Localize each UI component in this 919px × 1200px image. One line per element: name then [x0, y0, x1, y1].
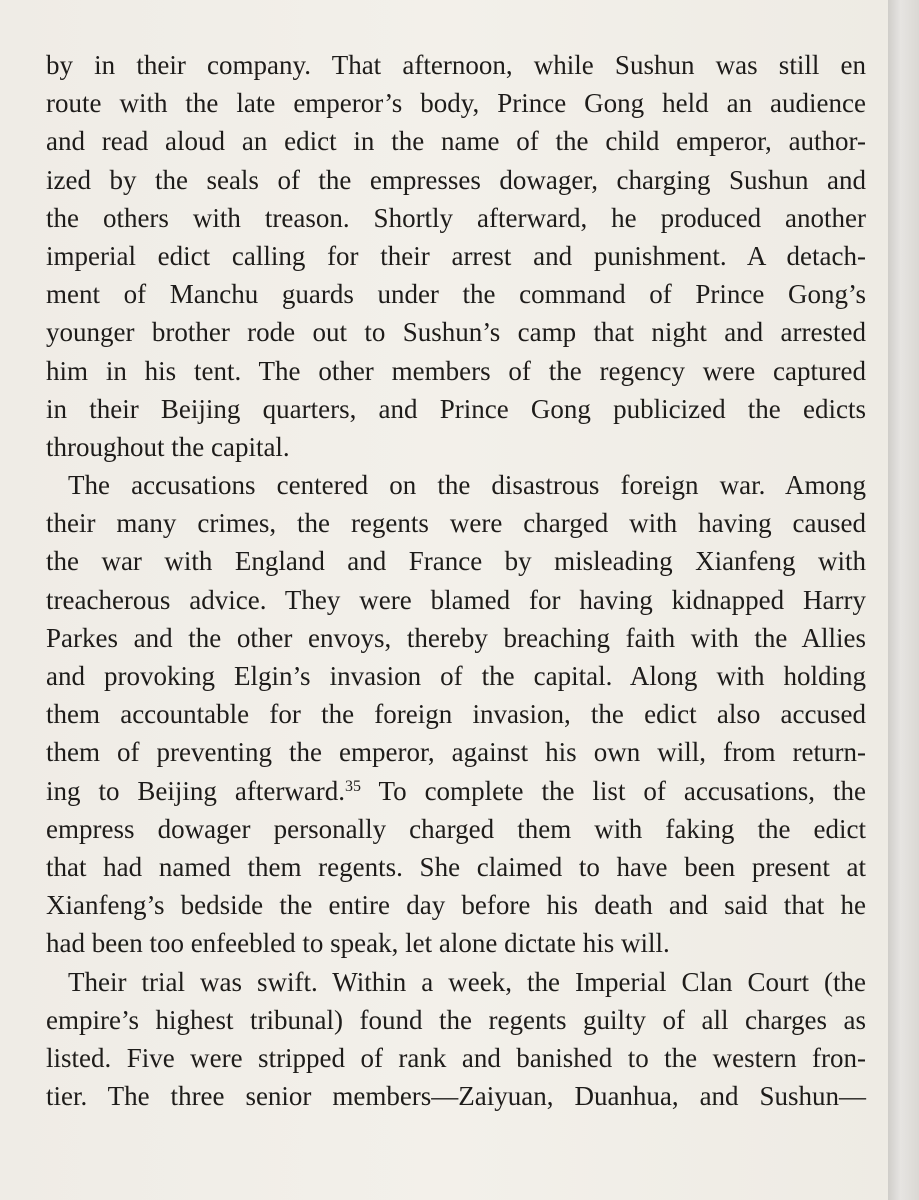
- text-line: throughout the capital.: [46, 431, 290, 462]
- text-line: had been too enfeebled to speak, let alone dictate his will.: [46, 928, 670, 959]
- page-text: [46, 46, 866, 1115]
- text-line: the others with treason. Shortly afterward, he produced another: [46, 202, 866, 233]
- text-line: younger brother rode out to Sushun’s camp that night and arrested: [46, 317, 866, 348]
- text-line: empress dowager personally charged them with faking the edict: [46, 813, 866, 844]
- text-line: Parkes and the other envoys, thereby breaching faith with the Allies: [46, 622, 866, 653]
- text-line: Their trial was swift. Within a week, the Imperial Clan Court (the: [68, 966, 866, 997]
- text-line: and read aloud an edict in the name of the child emperor, author-: [46, 126, 866, 157]
- text-line: that had named them regents. She claimed to have been present at: [46, 851, 866, 882]
- text-line: ment of Manchu guards under the command of Prince Gong’s: [46, 279, 866, 310]
- paragraph-3: [46, 963, 866, 1116]
- text-line: tier. The three senior members—Zaiyuan, Duanhua, and Sushun—: [46, 1081, 866, 1112]
- text-line: route with the late emperor’s body, Prince Gong held an audience: [46, 88, 866, 119]
- line-start: ing to Beijing afterward.: [46, 775, 346, 806]
- text-line: Xianfeng’s bedside the entire day before his death and said that he: [46, 890, 866, 921]
- text-line: treacherous advice. They were blamed for having kidnapped Harry: [46, 584, 866, 615]
- text-line: their many crimes, the regents were charged with having caused: [46, 508, 866, 539]
- text-line: them accountable for the foreign invasion, the edict also accused: [46, 699, 866, 730]
- text-line: imperial edict calling for their arrest and punishment. A detach-: [46, 240, 866, 271]
- line-end: To complete the list of accusations, the: [378, 775, 866, 806]
- text-line: ized by the seals of the empresses dowager, charging Sushun and: [46, 164, 866, 195]
- text-line: in their Beijing quarters, and Prince Gong publicized the edicts: [46, 393, 866, 424]
- footnote-marker[interactable]: 35: [345, 777, 362, 795]
- paragraph-1: [46, 46, 866, 466]
- paragraph-2: [46, 466, 866, 962]
- text-line: by in their company. That afternoon, while Sushun was still en: [46, 50, 866, 80]
- text-line: him in his tent. The other members of the regency were captured: [46, 355, 866, 386]
- text-line-with-footnote: [46, 772, 866, 810]
- text-line: the war with England and France by misleading Xianfeng with: [46, 546, 866, 577]
- page-edge: [888, 0, 919, 1200]
- text-line: The accusations centered on the disastrous foreign war. Among: [68, 470, 866, 501]
- text-line: them of preventing the emperor, against his own will, from return-: [46, 737, 866, 768]
- text-line: and provoking Elgin’s invasion of the capital. Along with holding: [46, 661, 866, 691]
- text-line: empire’s highest tribunal) found the regents guilty of all charges as: [46, 1004, 866, 1035]
- text-line: listed. Five were stripped of rank and banished to the western fron-: [46, 1042, 866, 1073]
